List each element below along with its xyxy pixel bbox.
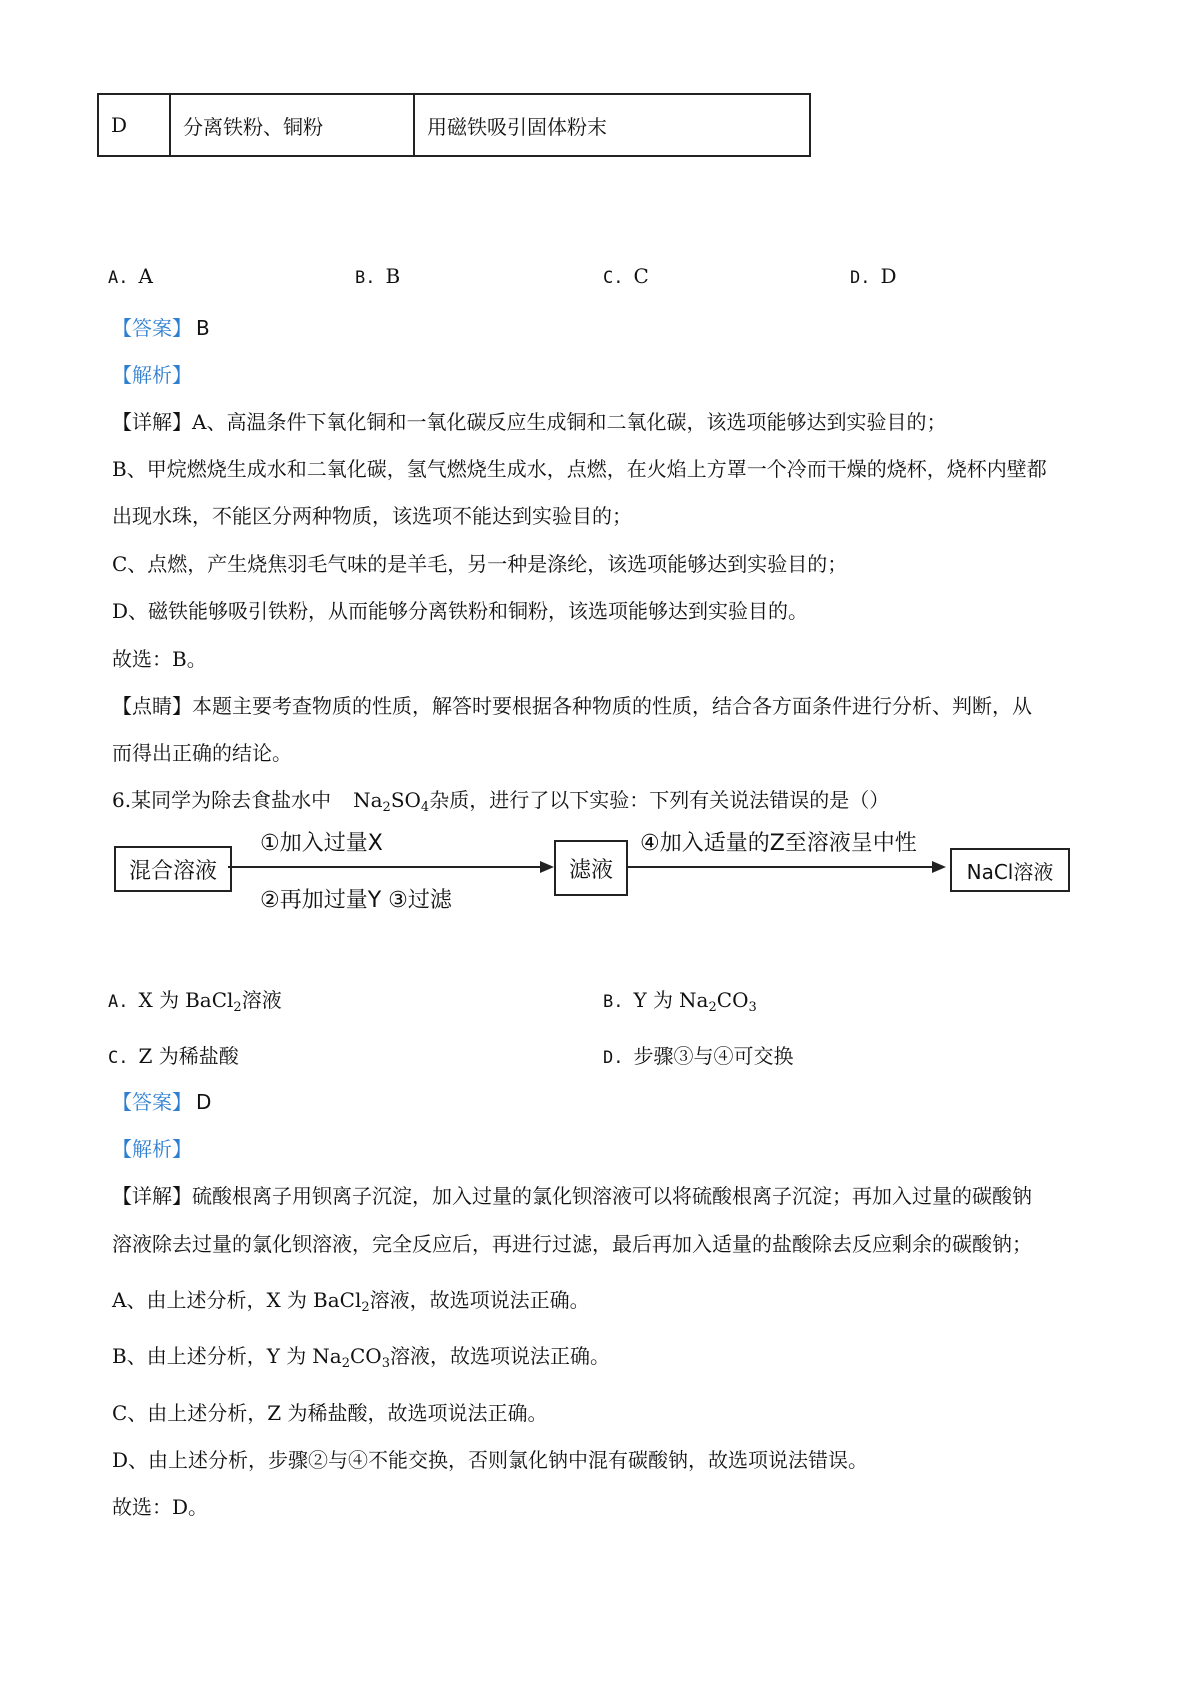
flow-step-1: ①加入过量X bbox=[260, 831, 383, 856]
detail-line: 【详解】A、高温条件下氧化铜和一氧化碳反应生成铜和二氧化碳，该选项能够达到实验目的； bbox=[112, 410, 947, 434]
detail-line: D、磁铁能够吸引铁粉，从而能够分离铁粉和铜粉，该选项能够达到实验目的。 bbox=[112, 599, 809, 623]
option-d: D. D bbox=[850, 264, 897, 288]
detail-line-a: A、由上述分析，X 为 BaCl$_2$溶液，故选项说法正确。 bbox=[112, 1288, 590, 1315]
flow-arrow-2 bbox=[626, 857, 946, 877]
comment-line: 而得出正确的结论。 bbox=[112, 741, 292, 765]
detail-line: 出现水珠，不能区分两种物质，该选项不能达到实验目的； bbox=[112, 504, 632, 528]
detail-line-b: B、由上述分析，Y 为 $Na_2CO_3$溶液，故选项说法正确。 bbox=[112, 1344, 610, 1371]
flow-box-filtrate: 滤液 bbox=[554, 840, 628, 896]
options-table bbox=[97, 93, 811, 157]
option-c: C. Z 为稀盐酸 bbox=[108, 1044, 239, 1068]
option-d: D. 步骤③与④可交换 bbox=[603, 1044, 794, 1068]
flow-step-2: ②再加过量Y ③过滤 bbox=[260, 888, 452, 913]
detail-line: C、点燃，产生烧焦羽毛气味的是羊毛，另一种是涤纶，该选项能够达到实验目的； bbox=[112, 552, 848, 576]
question-stem: 6.某同学为除去食盐水中 $Na_2SO_4$杂质，进行了以下实验：下列有关说法错误的是（） bbox=[112, 788, 890, 815]
flow-step-3: ④加入适量的Z至溶液呈中性 bbox=[640, 831, 917, 856]
analysis-label: 【解析】 bbox=[112, 1137, 192, 1161]
detail-line: 溶液除去过量的氯化钡溶液，完全反应后，再进行过滤，最后再加入适量的盐酸除去反应剩余的碳酸钠； bbox=[112, 1232, 1032, 1256]
detail-line-c: C、由上述分析，Z 为稀盐酸，故选项说法正确。 bbox=[112, 1401, 548, 1425]
flow-arrow-1 bbox=[228, 857, 554, 877]
detail-line: B、甲烷燃烧生成水和二氧化碳，氢气燃烧生成水，点燃，在火焰上方罩一个冷而干燥的烧杯，烧杯内壁都 bbox=[112, 457, 1047, 481]
answer-line: 【答案】 B bbox=[112, 316, 210, 340]
detail-line-d: D、由上述分析，步骤②与④不能交换，否则氯化钠中混有碳酸钠，故选项说法错误。 bbox=[112, 1448, 869, 1472]
option-b: B. Y 为 $Na_2CO_3$ bbox=[603, 988, 757, 1015]
table-cell: D bbox=[98, 94, 170, 156]
flow-box-mixed-solution: 混合溶液 bbox=[114, 846, 232, 892]
option-b: B. B bbox=[355, 264, 401, 288]
option-a: A. A bbox=[108, 264, 153, 288]
table-cell: 分离铁粉、铜粉 bbox=[170, 94, 414, 156]
comment-line: 【点睛】本题主要考查物质的性质，解答时要根据各种物质的性质，结合各方面条件进行分析、判断，从 bbox=[112, 694, 1032, 718]
option-c: C. C bbox=[603, 264, 649, 288]
final-answer: 故选：D。 bbox=[112, 1495, 209, 1519]
flow-box-nacl-solution: NaCl溶液 bbox=[950, 848, 1070, 892]
answer-line: 【答案】 D bbox=[112, 1090, 212, 1114]
detail-line: 故选：B。 bbox=[112, 647, 207, 671]
table-cell: 用磁铁吸引固体粉末 bbox=[414, 94, 810, 156]
detail-line: 【详解】硫酸根离子用钡离子沉淀，加入过量的氯化钡溶液可以将硫酸根离子沉淀；再加入过量的碳酸钠 bbox=[112, 1184, 1032, 1208]
option-a: A. X 为 BaCl$_2$溶液 bbox=[108, 988, 282, 1015]
analysis-label: 【解析】 bbox=[112, 363, 192, 387]
table-row bbox=[98, 94, 810, 156]
